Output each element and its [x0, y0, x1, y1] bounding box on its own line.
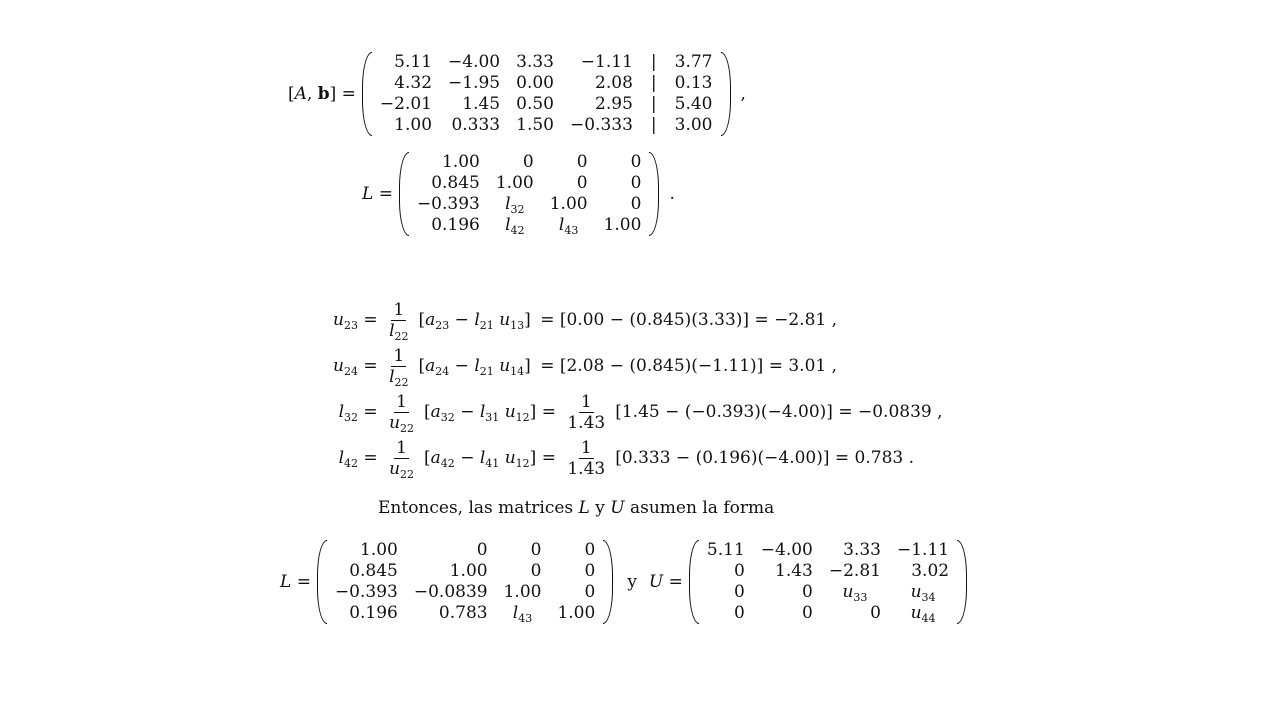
fraction: $\frac{1}{1.43}$: [567, 437, 606, 479]
U-final-row: [699, 603, 957, 624]
L-initial-row: [409, 173, 650, 194]
U-final-cell: −2.81: [828, 561, 881, 581]
augmented-cell: 3.77: [674, 52, 713, 72]
augmented-cell: 5.11: [394, 52, 433, 72]
L-final-cell: 1.00: [503, 582, 542, 602]
L-final-row: [327, 582, 603, 603]
equation-result: [0.333 − (0.196)(−4.00)] = 0.783 .: [615, 448, 915, 468]
U-final-cell: 0: [733, 603, 745, 623]
U-final-cell: −1.11: [896, 540, 950, 560]
augmented-cell: −4.00: [448, 52, 501, 72]
L-final-row: [327, 603, 603, 624]
augmented-cell: 3.00: [674, 115, 713, 135]
equation-line: $l_{42}$ = $\frac{1}{u_{22}}$ [$a_{42} - l_{41}$ $u_{12}$] = $\frac{1}{1.43}$ [0.333 − (0.196)(−4.00)] = 0.783 .: [296, 435, 914, 481]
augmented-lhs: [A, b] =: [288, 84, 356, 104]
equation-result: [1.45 − (−0.393)(−4.00)] = −0.0839 ,: [615, 402, 943, 422]
U-final-cell: 0: [733, 561, 745, 581]
L-initial-cell: $l_{32}$: [505, 194, 525, 216]
augment-separator: |: [650, 52, 657, 72]
fraction: $\frac{1}{u_{22}}$: [389, 437, 415, 481]
L-initial-row: [409, 215, 650, 236]
augmented-trail: ,: [740, 84, 746, 104]
L-initial-cell: 0: [522, 152, 534, 172]
L-initial-cell: 1.00: [549, 194, 588, 214]
U-final-row: [699, 540, 957, 561]
fraction: $\frac{1}{1.43}$: [567, 391, 606, 433]
L-initial-cell: 1.00: [495, 173, 534, 193]
L-final-cell: 1.00: [449, 561, 488, 581]
equation-line: $l_{32}$ = $\frac{1}{u_{22}}$ [$a_{32} - l_{31}$ $u_{12}$] = $\frac{1}{1.43}$ [1.45 − (−0.393)(−4.00)] = −0.0839 ,: [296, 389, 943, 435]
L-final-cell: 0: [584, 540, 596, 560]
U-final-cell: −4.00: [760, 540, 813, 560]
augmented-cell: −1.11: [580, 52, 633, 72]
L-initial-block: [362, 152, 675, 236]
L-initial-cell: $l_{42}$: [505, 215, 525, 237]
U-final-cell: 0: [802, 582, 813, 602]
U-final-cell: 0: [733, 582, 745, 602]
augmented-cell: −1.95: [448, 73, 501, 93]
augmented-matrix: [362, 52, 731, 136]
L-final-matrix: [317, 540, 613, 624]
L-initial-row: [409, 152, 650, 173]
sentence: Entonces, las matrices L y U asumen la forma: [378, 498, 775, 518]
U-final-row: [699, 561, 957, 582]
augmented-cell: 1.00: [394, 115, 433, 135]
augmented-cell: 4.32: [394, 73, 433, 93]
L-initial-matrix: [399, 152, 660, 236]
L-final-cell: 0: [476, 540, 488, 560]
L-final-cell: −0.0839: [413, 582, 488, 602]
L-final-cell: $l_{43}$: [512, 603, 533, 625]
equation-line: $u_{24}$ = $\frac{1}{l_{22}}$ [$a_{24} - l_{21}$ $u_{14}$] = [2.08 − (0.845)(−1.11)] = 3.01 ,: [296, 343, 837, 389]
augmented-row: [372, 73, 721, 94]
equation-lhs: $l_{42}$: [338, 448, 358, 470]
augment-separator: |: [650, 94, 657, 114]
L-final-row: [327, 561, 603, 582]
augmented-cell: 3.33: [516, 52, 554, 72]
L-initial-cell: 0: [630, 152, 642, 172]
L-initial-row: [409, 194, 650, 215]
U-final-row: [699, 582, 957, 603]
equation-bracket: [$a_{42} - l_{41}$ $u_{12}$]: [424, 448, 537, 470]
equation-line: $u_{23}$ = $\frac{1}{l_{22}}$ [$a_{23} - l_{21}$ $u_{13}$] = [0.00 − (0.845)(3.33)] = −2.81 ,: [296, 297, 837, 343]
U-final-cell: 5.11: [706, 540, 745, 560]
U-final-cell: 0: [802, 603, 813, 623]
U-final-cell: 0: [870, 603, 881, 623]
U-final-cell: $u_{34}$: [910, 582, 936, 604]
U-final-cell: 3.33: [843, 540, 881, 560]
equation-bracket: [$a_{24} - l_{21}$ $u_{14}$]: [418, 356, 531, 378]
augment-separator: |: [650, 115, 657, 135]
L-final-cell: 0: [530, 540, 542, 560]
augmented-row: [372, 115, 721, 136]
L-initial-cell: 0.196: [431, 215, 480, 235]
L-initial-cell: 1.00: [442, 152, 480, 172]
L-final-cell: 0: [584, 561, 596, 581]
L-initial-cell: −0.393: [416, 194, 480, 214]
L-initial-cell: 0: [576, 152, 588, 172]
L-final-cell: −0.393: [334, 582, 398, 602]
augmented-cell: 0.50: [516, 94, 554, 114]
augmented-cell: 2.95: [595, 94, 633, 114]
L-final-cell: 0.783: [438, 603, 488, 623]
augmented-cell: 1.45: [462, 94, 501, 114]
U-final-cell: $u_{44}$: [910, 603, 936, 625]
augmented-row: [372, 94, 721, 115]
equation-result: = [0.00 − (0.845)(3.33)] = −2.81 ,: [540, 310, 838, 330]
L-initial-cell: 0: [630, 194, 642, 214]
augmented-cell: 0.13: [674, 73, 713, 93]
U-final-cell: $u_{33}$: [842, 582, 868, 604]
equation-lhs: $l_{32}$: [338, 402, 358, 424]
conjunction: y: [627, 572, 637, 592]
augmented-row: [372, 52, 721, 73]
augmented-cell: 5.40: [674, 94, 713, 114]
L-final-cell: 0.845: [349, 561, 398, 581]
U-final-lhs: U =: [648, 572, 683, 592]
equation-bracket: [$a_{32} - l_{31}$ $u_{12}$]: [424, 402, 537, 424]
L-final-cell: 0.196: [349, 603, 398, 623]
L-final-cell: 0: [584, 582, 596, 602]
L-initial-cell: $l_{43}$: [558, 215, 579, 237]
U-final-cell: 3.02: [911, 561, 950, 581]
augmented-matrix-block: [288, 52, 746, 136]
U-final-matrix: [689, 540, 967, 624]
L-initial-cell: 0.845: [431, 173, 480, 193]
augmented-cell: −2.01: [379, 94, 433, 114]
L-initial-cell: 0: [576, 173, 588, 193]
fraction: $\frac{1}{l_{22}}$: [389, 345, 409, 389]
L-final-lhs: L =: [280, 572, 311, 592]
fraction: $\frac{1}{l_{22}}$: [389, 299, 409, 343]
equation-lhs: $u_{24}$: [333, 356, 358, 378]
augmented-cell: 0.00: [516, 73, 554, 93]
augment-separator: |: [650, 73, 657, 93]
L-initial-cell: 1.00: [603, 215, 642, 235]
augmented-cell: 0.333: [451, 115, 501, 135]
L-final-row: [327, 540, 603, 561]
L-initial-cell: 0: [630, 173, 642, 193]
fraction: $\frac{1}{u_{22}}$: [389, 391, 415, 435]
equation-lhs: $u_{23}$: [333, 310, 358, 332]
L-final-cell: 1.00: [557, 603, 596, 623]
equation-result: = [2.08 − (0.845)(−1.11)] = 3.01 ,: [540, 356, 838, 376]
L-final-cell: 0: [530, 561, 542, 581]
L-initial-lhs: L =: [362, 184, 393, 204]
L-initial-trail: .: [669, 184, 675, 204]
L-final-cell: 1.00: [360, 540, 398, 560]
U-final-cell: 1.43: [775, 561, 813, 581]
augmented-cell: 2.08: [595, 73, 633, 93]
final-matrices-block: [280, 540, 967, 624]
augmented-cell: −0.333: [569, 115, 633, 135]
augmented-cell: 1.50: [516, 115, 554, 135]
equation-bracket: [$a_{23} - l_{21}$ $u_{13}$]: [418, 310, 531, 332]
